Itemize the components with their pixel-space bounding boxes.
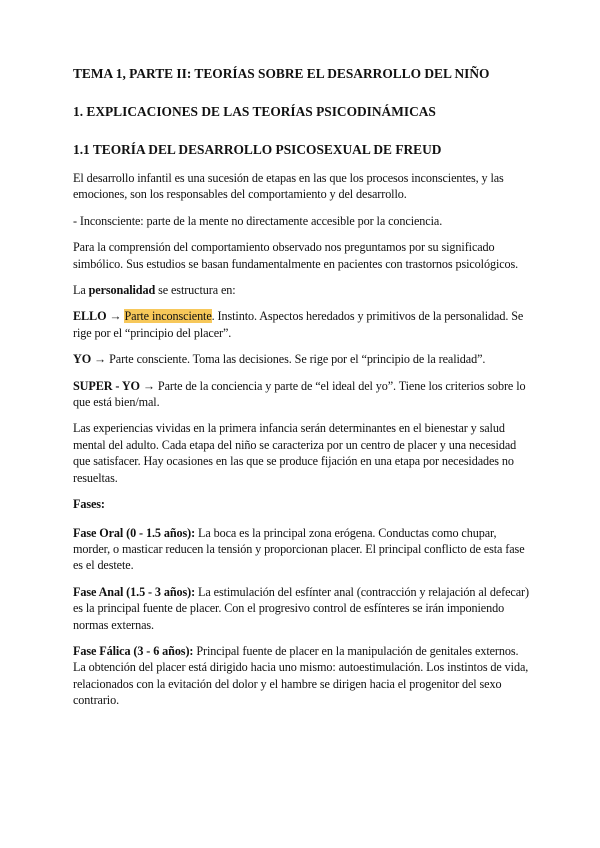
section-title: 1. EXPLICACIONES DE LAS TEORÍAS PSICODINÁMICAS: [73, 104, 436, 119]
personalidad-suffix: se estructura en:: [155, 283, 236, 298]
fase-falica-name: Fase Fálica (3 - 6 años):: [73, 643, 194, 658]
fase-falica-text: Principal fuente de placer en la manipulación de genitales externos. La obtención del placer está dirigido hacia uno mismo: autoestimulación. Los instintos de vida, relacionados con la evitación del dolor y el hambre se dirigen hacia el progenitor del sexo contrario.: [73, 643, 529, 708]
fase-oral-paragraph: [73, 525, 531, 574]
personalidad-term: personalidad: [88, 283, 156, 298]
subsection-title: 1.1 TEORÍA DEL DESARROLLO PSICOSEXUAL DE FREUD: [73, 142, 442, 157]
comprension-paragraph: Para la comprensión del comportamiento observado nos preguntamos por su significado simbólico. Sus estudios se basan fundamentalmente en pacientes con trastornos psicológicos.: [73, 240, 519, 271]
ello-highlight: Parte inconsciente: [124, 309, 212, 324]
document-page: [73, 66, 531, 719]
intro-paragraph: El desarrollo infantil es una sucesión de etapas en las que los procesos inconscientes, y las emociones, son los responsables del comportamiento y del desarrollo.: [73, 171, 504, 202]
fase-oral-name: Fase Oral (0 - 1.5 años):: [73, 525, 196, 540]
yo-paragraph: [73, 351, 531, 367]
ello-label: ELLO: [73, 309, 107, 324]
superyo-label: SUPER - YO: [73, 378, 140, 393]
inconsciente-definition: - Inconsciente: parte de la mente no directamente accesible por la conciencia.: [73, 213, 443, 228]
yo-label: YO: [73, 352, 92, 367]
arrow-icon: →: [139, 378, 158, 393]
fase-anal-name: Fase Anal (1.5 - 3 años):: [73, 584, 196, 599]
arrow-icon: →: [91, 352, 110, 367]
ello-text: . Instinto. Aspectos heredados y primitivos de la personalidad. Se rige por el “principio del placer”.: [73, 309, 524, 340]
fase-falica-paragraph: [73, 643, 531, 709]
ello-paragraph: [73, 308, 531, 341]
yo-text: Parte consciente. Toma las decisiones. Se rige por el “principio de la realidad”.: [109, 352, 486, 367]
personalidad-prefix: La: [73, 283, 89, 298]
fases-title: Fases:: [73, 497, 105, 512]
fase-anal-text: La estimulación del esfínter anal (contracción y relajación al defecar) es la principal fuente de placer. Con el progresivo control de esfínteres se irán imponiendo normas externas.: [73, 584, 529, 632]
experiencias-paragraph: Las experiencias vividas en la primera infancia serán determinantes en el bienestar y salud mental del adulto. Cada etapa del niño se caracteriza por un centro de placer y una necesidad que satisfacer. Hay ocasiones en las que se produce fijación en una etapa por necesidades no resueltas.: [73, 421, 517, 485]
superyo-text: Parte de la conciencia y parte de “el ideal del yo”. Tiene los criterios sobre lo que está bien/mal.: [73, 378, 526, 410]
fase-anal-paragraph: [73, 584, 531, 633]
fase-oral-text: La boca es la principal zona erógena. Conductas como chupar, morder, o masticar reducen la tensión y proporcionan placer. El principal conflicto de esta fase es el destete.: [73, 525, 525, 573]
tema-title: TEMA 1, PARTE II: TEORÍAS SOBRE EL DESARROLLO DEL NIÑO: [73, 66, 490, 81]
arrow-icon: →: [106, 309, 125, 324]
superyo-paragraph: [73, 378, 531, 411]
personalidad-paragraph: [73, 282, 531, 298]
